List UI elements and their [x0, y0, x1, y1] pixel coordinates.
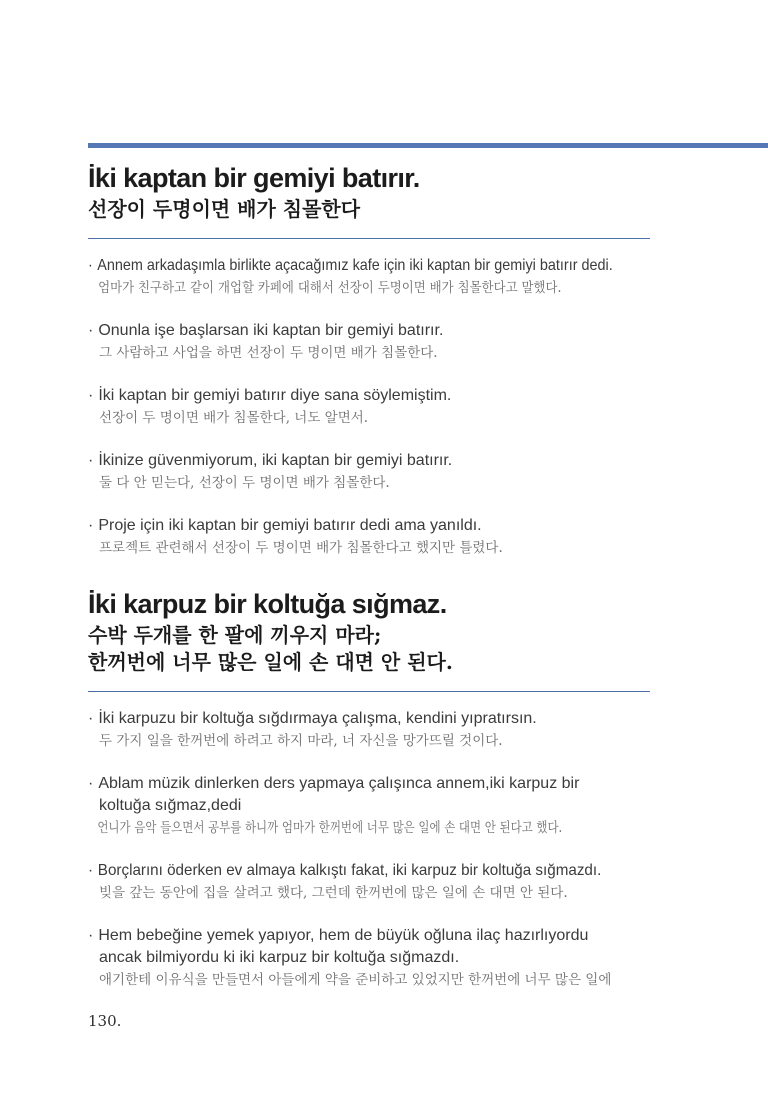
turkish-sentence-text: İki karpuzu bir koltuğa sığdırmaya çalışma, kendini yıpratırsın.: [98, 710, 537, 727]
example-entry: [88, 450, 656, 494]
section-iki-kaptan: [88, 163, 656, 559]
top-accent-rule: [88, 143, 768, 148]
section-title: İki kaptan bir gemiyi batırır.: [88, 163, 420, 193]
turkish-sentence: [88, 255, 613, 277]
turkish-sentence-continued: koltuğa sığmaz,dedi: [99, 797, 242, 814]
example-entry: [88, 320, 656, 364]
bullet-dot: ·: [88, 387, 94, 404]
page-number: 130.: [88, 1012, 122, 1030]
turkish-sentence: [88, 773, 656, 795]
example-entry: [88, 708, 656, 752]
korean-translation: 빚을 갚는 동안에 집을 살려고 했다, 그런데 한꺼번에 많은 일에 손 대면 안 된다.: [99, 885, 568, 901]
turkish-sentence-text: Onunla işe başlarsan iki kaptan bir gemiyi batırır.: [98, 322, 444, 339]
turkish-sentence: [88, 708, 656, 730]
turkish-sentence: [88, 320, 656, 342]
example-entry: [88, 385, 656, 429]
example-list: [88, 708, 656, 991]
korean-translation: 엄마가 친구하고 같이 개업할 카페에 대해서 선장이 두명이면 배가 침몰한다고 말했다.: [98, 280, 562, 296]
bullet-dot: ·: [88, 775, 94, 792]
turkish-sentence-text: Ablam müzik dinlerken ders yapmaya çalışınca annem,iki karpuz bir: [98, 775, 580, 792]
turkish-sentence: [88, 860, 628, 882]
turkish-sentence: [88, 385, 656, 407]
korean-translation: 둘 다 안 믿는다, 선장이 두 명이면 배가 침몰한다.: [99, 475, 390, 491]
turkish-sentence-continued: ancak bilmiyordu ki iki karpuz bir koltuğa sığmazdı.: [99, 949, 460, 966]
korean-translation: 언니가 음악 들으면서 공부를 하니까 엄마가 한꺼번에 너무 많은 일에 손 대면 안 된다고 했다.: [97, 820, 563, 836]
korean-translation: 그 사람하고 사업을 하면 선장이 두 명이면 배가 침몰한다.: [99, 345, 438, 361]
example-entry: [88, 925, 656, 991]
section-subtitle-korean-line2: 한꺼번에 너무 많은 일에 손 대면 안 된다.: [88, 650, 453, 674]
turkish-sentence-text: Proje için iki kaptan bir gemiyi batırır dedi ama yanıldı.: [98, 517, 482, 534]
bullet-dot: ·: [88, 862, 94, 879]
section-iki-karpuz: [88, 589, 656, 991]
korean-translation: 프로젝트 관련해서 선장이 두 명이면 배가 침몰한다고 했지만 틀렸다.: [99, 540, 503, 556]
bullet-dot: ·: [88, 452, 94, 469]
section-divider: [88, 691, 650, 692]
section-subtitle-korean: 선장이 두명이면 배가 침몰한다: [88, 197, 361, 221]
turkish-sentence-text: Borçlarını öderken ev almaya kalkıştı fakat, iki karpuz bir koltuğa sığmazdı.: [97, 862, 602, 879]
turkish-sentence: [88, 515, 656, 537]
example-entry: [88, 255, 656, 299]
example-entry: [88, 860, 656, 904]
turkish-sentence: [88, 925, 656, 947]
example-entry: [88, 773, 656, 839]
bullet-dot: ·: [88, 322, 94, 339]
turkish-sentence: [88, 450, 656, 472]
turkish-sentence-text: İki kaptan bir gemiyi batırır diye sana söylemiştim.: [98, 387, 452, 404]
section-title: İki karpuz bir koltuğa sığmaz.: [88, 589, 447, 619]
turkish-sentence-text: İkinize güvenmiyorum, iki kaptan bir gemiyi batırır.: [98, 452, 453, 469]
korean-translation: 두 가지 일을 한꺼번에 하려고 하지 마라, 너 자신을 망가뜨릴 것이다.: [99, 733, 503, 749]
example-entry: [88, 515, 656, 559]
section-divider: [88, 238, 650, 239]
bullet-dot: ·: [88, 517, 94, 534]
bullet-dot: ·: [88, 927, 94, 944]
example-list: [88, 255, 656, 559]
turkish-sentence-text: Annem arkadaşımla birlikte açacağımız kafe için iki kaptan bir gemiyi batırır dedi.: [97, 257, 613, 274]
section-subtitle-korean-line1: 수박 두개를 한 팔에 끼우지 마라;: [88, 623, 382, 647]
bullet-dot: ·: [88, 710, 94, 727]
bullet-dot: ·: [88, 257, 93, 274]
page-content: [88, 163, 656, 1012]
turkish-sentence-text: Hem bebeğine yemek yapıyor, hem de büyük oğluna ilaç hazırlıyordu: [98, 927, 589, 944]
korean-translation: 애기한테 이유식을 만들면서 아들에게 약을 준비하고 있었지만 한꺼번에 너무 많은 일에: [99, 972, 612, 988]
korean-translation: 선장이 두 명이면 배가 침몰한다, 너도 알면서.: [99, 410, 369, 426]
